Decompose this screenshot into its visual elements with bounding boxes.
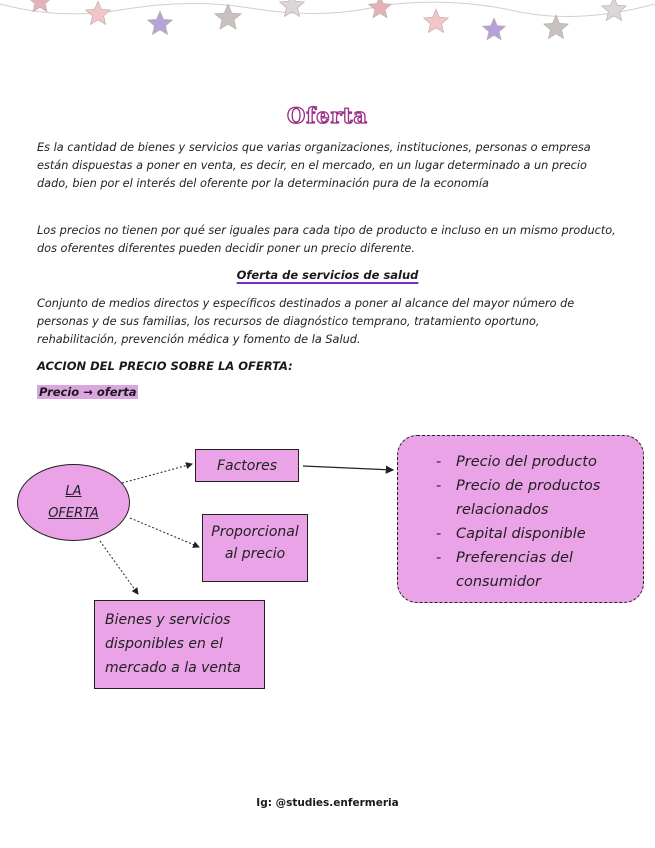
bienes-line1: Bienes y servicios [105, 612, 231, 628]
star-icon [280, 0, 305, 17]
proporcional-line1: Proporcional [211, 524, 299, 540]
star-garland [0, 0, 655, 60]
star-icon [215, 4, 242, 29]
star-icon [424, 9, 449, 33]
star-icon [369, 0, 392, 18]
highlight-label: Precio → oferta [39, 385, 137, 399]
subheading-text: Oferta de servicios de salud [236, 268, 419, 282]
arrow-to-proporcional [130, 518, 199, 547]
star-icon [29, 0, 52, 12]
health-services-subheading [0, 268, 655, 282]
proporcional-box [202, 514, 308, 582]
price-paragraph: Los precios no tienen por qué ser iguales para cada tipo de producto e incluso en un mismo producto, dos oferentes diferentes pueden decidir poner un precio diferente. [37, 224, 616, 255]
star-icon [602, 0, 627, 21]
oferta-node-line1: LA [65, 483, 82, 499]
health-services-paragraph: Conjunto de medios directos y específicos destinados a poner al alcance del mayor número de personas y de sus familias, los recursos de diagnóstico temprano, tratamiento oportuno, rehabilitación, prevención médica y fomento de la Salud. [37, 297, 575, 346]
page-title: Oferta [286, 103, 369, 128]
arrow-to-list [303, 466, 393, 470]
star-icon [86, 1, 111, 25]
bienes-box [94, 600, 265, 689]
factors-list-item: - Capital disponible [436, 522, 643, 546]
bienes-line2: disponibles en el [105, 636, 223, 652]
proporcional-line2: al precio [224, 546, 286, 562]
arrow-to-bienes [100, 541, 138, 594]
oferta-node [17, 464, 130, 541]
star-icon [483, 18, 506, 40]
section-heading: ACCION DEL PRECIO SOBRE LA OFERTA: [37, 359, 293, 373]
star-icon [544, 15, 569, 39]
factores-box: Factores [195, 449, 299, 482]
star-icon [148, 11, 173, 35]
arrow-to-factores [122, 464, 192, 483]
bienes-line3: mercado a la venta [105, 660, 241, 676]
factors-list [436, 450, 643, 594]
oferta-node-line2: OFERTA [48, 505, 99, 521]
factors-list-item: - Preferencias del consumidor [436, 546, 643, 594]
footer-credit: Ig: @studies.enfermeria [256, 797, 399, 809]
definition-paragraph: Es la cantidad de bienes y servicios que varias organizaciones, instituciones, personas o empresa están dispuestas a poner en venta, es decir, en el mercado, en un lugar determinado a un precio dado, bien por el interés del oferente por la determinación pura de la economía [37, 141, 591, 190]
factors-list-item: - Precio del producto [436, 450, 643, 474]
factors-list-item: - Precio de productos relacionados [436, 474, 643, 522]
factors-list-box [397, 435, 644, 603]
